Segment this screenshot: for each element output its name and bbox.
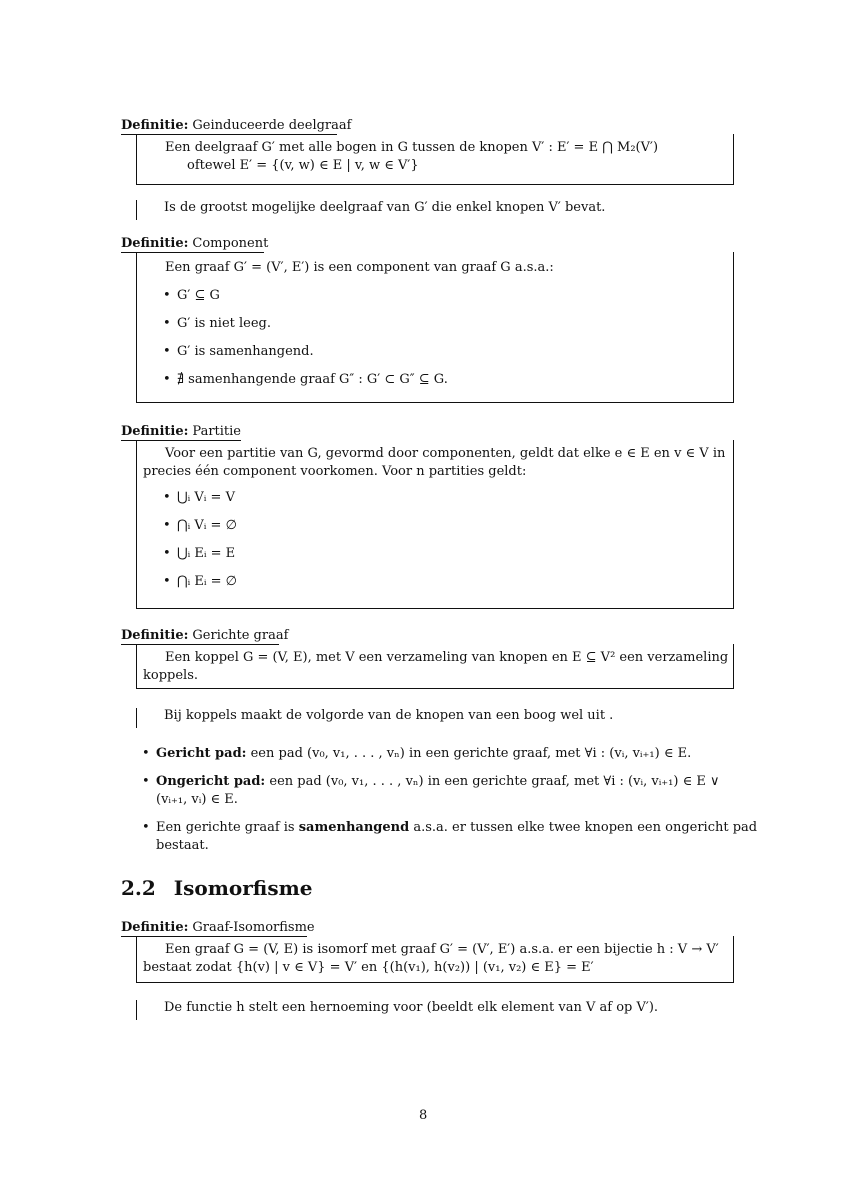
list-item [156, 774, 719, 789]
definition-title: Component [192, 236, 269, 251]
note-bar [136, 1000, 137, 1020]
bullet-text: a.s.a. er tussen elke twee knopen een ongericht pad [413, 820, 758, 835]
definition-label: Definitie: [121, 628, 189, 643]
note-bar [136, 708, 137, 728]
definition-heading [121, 236, 268, 251]
definition-text: Voor een partitie van G, gevormd door componenten, geldt dat elke e ∈ E en v ∈ V in [165, 446, 726, 461]
list-item [156, 820, 757, 835]
note-bar [136, 200, 137, 220]
bullet-text: een pad (v₀, v₁, . . . , vₙ) in een gerichte graaf, met ∀i : (vᵢ, vᵢ₊₁) ∈ E ∨ [269, 774, 720, 789]
bullet-text: bestaat. [156, 838, 209, 853]
section-heading [121, 876, 312, 900]
definition-text: Een graaf G′ = (V′, E′) is een component van graaf G a.s.a.: [165, 260, 554, 275]
bullet-text: (vᵢ₊₁, vᵢ) ∈ E. [156, 792, 238, 807]
definition-text: oftewel E′ = {(v, w) ∈ E | v, w ∈ V′} [187, 158, 419, 173]
list-item: • ⋂ᵢ Eᵢ = ∅ [177, 574, 237, 589]
list-item: • ⋃ᵢ Eᵢ = E [177, 546, 235, 561]
list-item: • G′ ⊆ G [177, 288, 220, 303]
section-number: 2.2 [121, 876, 156, 900]
definition-label: Definitie: [121, 236, 189, 251]
list-item: • ∄ samenhangende graaf G″ : G′ ⊂ G″ ⊆ G. [177, 372, 448, 387]
definition-label: Definitie: [121, 118, 189, 133]
definition-title: Graaf-Isomorfisme [192, 920, 315, 935]
definition-label: Definitie: [121, 424, 189, 439]
definition-box [136, 440, 734, 609]
definition-text: bestaat zodat {h(v) | v ∈ V} = V′ en {(h(v₁), h(v₂)) | (v₁, v₂) ∈ E} = E′ [143, 960, 594, 975]
page-number: 8 [419, 1108, 428, 1123]
definition-heading [121, 118, 351, 133]
bullet-text: Een gerichte graaf is [156, 820, 295, 835]
definition-text: koppels. [143, 668, 199, 683]
section-title: Isomorfisme [173, 876, 313, 900]
bullet-term: Gericht pad: [156, 746, 247, 761]
definition-box [136, 252, 734, 403]
definition-label: Definitie: [121, 920, 189, 935]
definition-text: Een graaf G = (V, E) is isomorf met graaf G′ = (V′, E′) a.s.a. er een bijectie h : V → V′ [165, 942, 719, 957]
list-item: • ⋂ᵢ Vᵢ = ∅ [177, 518, 237, 533]
list-item [156, 746, 691, 761]
note-text: Bij koppels maakt de volgorde van de knopen van een boog wel uit . [164, 708, 614, 723]
definition-title: Gerichte graaf [192, 628, 289, 643]
list-item: • G′ is niet leeg. [177, 316, 271, 331]
definition-text: Een koppel G = (V, E), met V een verzameling van knopen en E ⊆ V² een verzameling [165, 650, 729, 665]
note-text: De functie h stelt een hernoeming voor (beeldt elk element van V af op V′). [164, 1000, 659, 1015]
bullet-text: een pad (v₀, v₁, . . . , vₙ) in een gerichte graaf, met ∀i : (vᵢ, vᵢ₊₁) ∈ E. [250, 746, 692, 761]
definition-box [136, 936, 734, 983]
list-item: • ⋃ᵢ Vᵢ = V [177, 490, 235, 505]
definition-text: precies één component voorkomen. Voor n partities geldt: [143, 464, 527, 479]
definition-text: Een deelgraaf G′ met alle bogen in G tussen de knopen V′ : E′ = E ⋂ M₂(V′) [165, 140, 659, 155]
note-text: Is de grootst mogelijke deelgraaf van G′ die enkel knopen V′ bevat. [164, 200, 606, 215]
definition-title: Partitie [192, 424, 241, 439]
definition-heading [121, 424, 241, 439]
definition-box [136, 134, 734, 185]
definition-heading [121, 920, 315, 935]
bullet-term: samenhangend [298, 820, 410, 835]
definition-heading [121, 628, 288, 643]
definition-title: Geinduceerde deelgraaf [192, 118, 352, 133]
list-item: • G′ is samenhangend. [177, 344, 314, 359]
bullet-term: Ongericht pad: [156, 774, 266, 789]
definition-box [136, 644, 734, 689]
